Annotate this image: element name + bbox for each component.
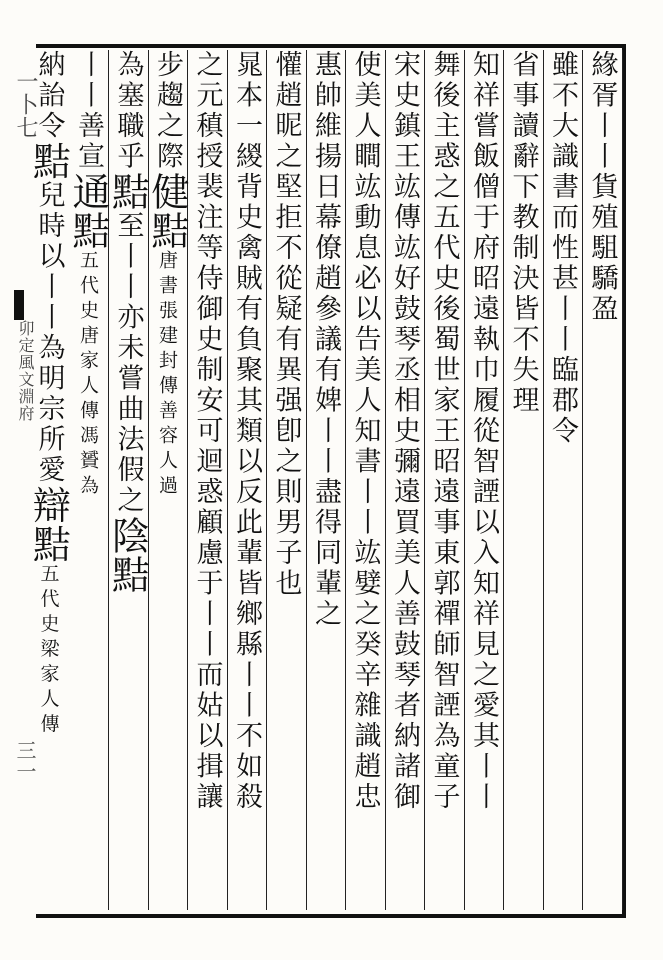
column-text: 步趨之際 [152,50,183,172]
text-column-4 [464,50,504,910]
headword: 通黠 [66,172,110,250]
text-column-2 [543,50,583,910]
margin-characters: 一卜七 [13,70,38,139]
column-text: 兒時以丨丨為明宗所愛 [33,180,65,486]
text-column-5 [425,50,465,910]
margin-caption: 卯定風文淵府 [16,320,35,422]
text-column-9 [267,50,307,910]
column-text: 五代史梁家人傳 [37,563,60,739]
column-text: 唐書張建封傳善容人過 [156,250,178,500]
column-text: 雖不大識書而性甚丨丨臨郡令 [547,50,578,447]
column-text: 舞後主惑之五代史後蜀世家王昭遠事東郭禪師智諲為童子 [428,50,460,813]
headword: 黠 [26,141,71,181]
column-text: 之元稹授裴注等侍御史制安可迴惑顧慮于丨丨而姑以揖讓 [191,50,223,813]
column-text: 宋史鎮王竑傳竑好鼓琴丞相史彌遠買美人善鼓琴者納諸御 [389,50,420,813]
headword: 黠 [105,172,150,211]
text-column-3 [504,50,544,910]
text-column-6 [385,50,425,910]
column-text: 懽趙昵之堅拒不從疑有異强卽之則男子也 [270,50,302,599]
column-text: 丨丨善宣 [73,50,104,172]
column-text: 緣胥丨丨貨殖駔驕盈 [586,50,618,325]
column-text: 省事讀辭下教制決皆不失理 [507,50,539,416]
text-column-12 [145,50,189,910]
column-text: 惠帥維揚日幕僚趙參議有婢丨丨盡得同輩之 [310,50,341,630]
text-column-14 [66,50,110,910]
text-column-13 [105,50,150,910]
column-text: 至丨丨亦未嘗曲法假之 [112,211,144,516]
column-text: 五代史唐家人傳馮贇為 [77,250,99,500]
headword: 辯黠 [26,485,71,564]
column-text: 晁本一緵背史禽賊有負聚其類以反此輩皆鄉縣丨丨不如殺 [231,50,262,813]
text-column-1 [583,50,623,910]
column-text: 納詒令 [33,50,65,142]
page-number: 三一 [13,740,37,782]
text-column-8 [306,50,346,910]
column-text: 為塞職乎 [112,50,144,172]
text-column-11 [188,50,228,910]
text-column-7 [346,50,386,910]
headword: 健黠 [145,172,189,250]
headword: 陰黠 [105,516,150,594]
column-text: 知祥嘗飯僧于府昭遠執巾履從智諲以入知祥見之愛其丨丨 [468,50,499,813]
column-text: 使美人瞷竑動息必以告美人知書丨丨竑嬖之癸辛雜識趙忠 [349,50,381,813]
text-column-15 [26,50,71,910]
text-column-10 [227,50,267,910]
